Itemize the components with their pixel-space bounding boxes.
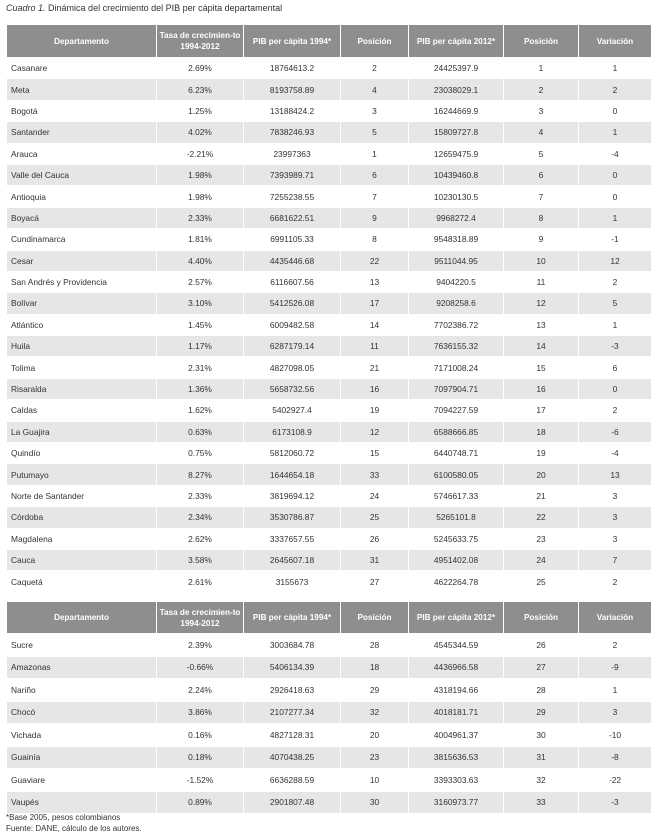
cell-posicion-2012: 1 <box>504 58 579 79</box>
cell-pib-2012: 7094227.59 <box>409 400 504 421</box>
cell-departamento: San Andrés y Providencia <box>7 271 157 292</box>
table-body-continued <box>7 634 652 814</box>
cell-tasa: 0.63% <box>157 421 244 442</box>
cell-pib-2012: 9548318.89 <box>409 229 504 250</box>
table-notes <box>6 812 142 834</box>
table-row <box>7 746 652 769</box>
cell-pib-2012: 12659475.9 <box>409 143 504 164</box>
table-row <box>7 421 652 442</box>
cell-variacion: 2 <box>579 271 652 292</box>
cell-pib-2012: 4436966.58 <box>409 656 504 679</box>
cell-variacion: 2 <box>579 571 652 592</box>
cell-posicion-1994: 7 <box>341 186 409 207</box>
header-departamento: Departamento <box>7 25 157 58</box>
cell-departamento: Bogotá <box>7 100 157 121</box>
table-row <box>7 186 652 207</box>
cell-tasa: 1.98% <box>157 186 244 207</box>
cell-posicion-1994: 13 <box>341 271 409 292</box>
cell-posicion-1994: 9 <box>341 207 409 228</box>
cell-departamento: Cauca <box>7 549 157 570</box>
table-row <box>7 656 652 679</box>
cell-tasa: 6.23% <box>157 79 244 100</box>
cell-departamento: Quindío <box>7 443 157 464</box>
cell-posicion-2012: 24 <box>504 549 579 570</box>
cell-tasa: 3.58% <box>157 549 244 570</box>
table-row <box>7 400 652 421</box>
cell-posicion-1994: 20 <box>341 724 409 747</box>
cell-tasa: 1.36% <box>157 378 244 399</box>
cell-posicion-1994: 25 <box>341 507 409 528</box>
cell-pib-2012: 9208258.6 <box>409 293 504 314</box>
cell-posicion-2012: 27 <box>504 656 579 679</box>
cell-pib-2012: 9968272.4 <box>409 207 504 228</box>
table-row <box>7 378 652 399</box>
cell-pib-2012: 9511044.95 <box>409 250 504 271</box>
table-row <box>7 229 652 250</box>
cell-variacion: 1 <box>579 679 652 702</box>
cell-pib-1994: 2107277.34 <box>244 701 341 724</box>
cell-posicion-1994: 16 <box>341 378 409 399</box>
table-row <box>7 271 652 292</box>
cell-variacion: 3 <box>579 701 652 724</box>
cell-departamento: Cundinamarca <box>7 229 157 250</box>
cell-variacion: -4 <box>579 443 652 464</box>
cell-pib-1994: 23997363 <box>244 143 341 164</box>
cell-posicion-1994: 27 <box>341 571 409 592</box>
cell-posicion-1994: 6 <box>341 164 409 185</box>
cell-pib-2012: 4951402.08 <box>409 549 504 570</box>
cell-posicion-2012: 6 <box>504 164 579 185</box>
cell-tasa: 1.81% <box>157 229 244 250</box>
cell-tasa: 4.02% <box>157 122 244 143</box>
cell-departamento: Magdalena <box>7 528 157 549</box>
cell-tasa: 2.39% <box>157 634 244 657</box>
table-body-main <box>7 58 652 593</box>
cell-posicion-2012: 26 <box>504 634 579 657</box>
cell-departamento: Valle del Cauca <box>7 164 157 185</box>
cell-variacion: 13 <box>579 464 652 485</box>
cell-variacion: 0 <box>579 164 652 185</box>
table-row <box>7 357 652 378</box>
header-variacion: Variación <box>579 25 652 58</box>
cell-tasa: 1.98% <box>157 164 244 185</box>
cell-pib-1994: 4827098.05 <box>244 357 341 378</box>
cell-posicion-1994: 14 <box>341 314 409 335</box>
cell-departamento: Norte de Santander <box>7 485 157 506</box>
cell-departamento: Chocó <box>7 701 157 724</box>
cell-tasa: -1.52% <box>157 769 244 792</box>
table-row <box>7 250 652 271</box>
cell-pib-2012: 5245633.75 <box>409 528 504 549</box>
cell-departamento: Guaviare <box>7 769 157 792</box>
cell-pib-2012: 6588666.85 <box>409 421 504 442</box>
cell-departamento: Tolima <box>7 357 157 378</box>
cell-pib-2012: 7171008.24 <box>409 357 504 378</box>
header-posicion-2012: Posición <box>504 25 579 58</box>
cell-tasa: -2.21% <box>157 143 244 164</box>
cell-posicion-1994: 2 <box>341 58 409 79</box>
table-row <box>7 464 652 485</box>
cell-tasa: 2.33% <box>157 485 244 506</box>
table-row <box>7 207 652 228</box>
cell-departamento: Huila <box>7 336 157 357</box>
cell-variacion: 0 <box>579 100 652 121</box>
cell-pib-2012: 3393303.63 <box>409 769 504 792</box>
cell-posicion-2012: 29 <box>504 701 579 724</box>
cell-pib-1994: 7838246.93 <box>244 122 341 143</box>
cell-pib-1994: 5406134.39 <box>244 656 341 679</box>
cell-departamento: Amazonas <box>7 656 157 679</box>
cell-pib-2012: 24425397.9 <box>409 58 504 79</box>
table-row <box>7 701 652 724</box>
cell-departamento: Vichada <box>7 724 157 747</box>
cell-pib-2012: 16244669.9 <box>409 100 504 121</box>
cell-posicion-2012: 14 <box>504 336 579 357</box>
cell-posicion-1994: 26 <box>341 528 409 549</box>
cell-posicion-1994: 12 <box>341 421 409 442</box>
cell-posicion-2012: 4 <box>504 122 579 143</box>
cell-pib-1994: 2926418.63 <box>244 679 341 702</box>
cell-departamento: Risaralda <box>7 378 157 399</box>
table-row <box>7 79 652 100</box>
cell-posicion-2012: 20 <box>504 464 579 485</box>
cell-tasa: 1.17% <box>157 336 244 357</box>
table-row <box>7 549 652 570</box>
cell-posicion-1994: 22 <box>341 250 409 271</box>
table-row <box>7 571 652 592</box>
table-row <box>7 143 652 164</box>
cell-pib-1994: 6681622.51 <box>244 207 341 228</box>
cell-pib-2012: 7636155.32 <box>409 336 504 357</box>
cell-posicion-1994: 15 <box>341 443 409 464</box>
cell-pib-1994: 4435446.68 <box>244 250 341 271</box>
table-row <box>7 443 652 464</box>
cell-tasa: 2.33% <box>157 207 244 228</box>
cell-posicion-1994: 30 <box>341 791 409 814</box>
cell-departamento: Meta <box>7 79 157 100</box>
cell-pib-2012: 6100580.05 <box>409 464 504 485</box>
cell-variacion: 1 <box>579 207 652 228</box>
cell-variacion: -9 <box>579 656 652 679</box>
cell-departamento: Santander <box>7 122 157 143</box>
cell-departamento: Casanare <box>7 58 157 79</box>
cell-pib-2012: 6440748.71 <box>409 443 504 464</box>
table-header-row <box>7 602 652 634</box>
cell-variacion: 3 <box>579 528 652 549</box>
cell-posicion-2012: 3 <box>504 100 579 121</box>
cell-tasa: 2.34% <box>157 507 244 528</box>
header-departamento: Departamento <box>7 602 157 634</box>
cell-pib-1994: 4827128.31 <box>244 724 341 747</box>
cell-pib-1994: 3337657.55 <box>244 528 341 549</box>
cell-variacion: -6 <box>579 421 652 442</box>
cell-posicion-2012: 28 <box>504 679 579 702</box>
cell-variacion: 1 <box>579 58 652 79</box>
cell-departamento: Bolívar <box>7 293 157 314</box>
cell-tasa: 2.24% <box>157 679 244 702</box>
cell-variacion: 6 <box>579 357 652 378</box>
cell-posicion-1994: 5 <box>341 122 409 143</box>
cell-departamento: Vaupés <box>7 791 157 814</box>
table-row <box>7 791 652 814</box>
header-posicion-1994: Posición <box>341 602 409 634</box>
cell-pib-2012: 10439460.8 <box>409 164 504 185</box>
cell-tasa: 1.62% <box>157 400 244 421</box>
cell-posicion-1994: 1 <box>341 143 409 164</box>
cell-posicion-1994: 4 <box>341 79 409 100</box>
cell-posicion-2012: 19 <box>504 443 579 464</box>
header-posicion-1994: Posición <box>341 25 409 58</box>
table-row <box>7 122 652 143</box>
cell-pib-1994: 6636288.59 <box>244 769 341 792</box>
cell-posicion-1994: 3 <box>341 100 409 121</box>
cell-tasa: 1.45% <box>157 314 244 335</box>
cell-posicion-1994: 19 <box>341 400 409 421</box>
cell-pib-2012: 10230130.5 <box>409 186 504 207</box>
cell-posicion-2012: 12 <box>504 293 579 314</box>
cell-posicion-1994: 21 <box>341 357 409 378</box>
cell-pib-1994: 8193758.89 <box>244 79 341 100</box>
table-row <box>7 336 652 357</box>
header-pib-2012: PIB per cápita 2012* <box>409 25 504 58</box>
cell-posicion-1994: 23 <box>341 746 409 769</box>
cell-posicion-2012: 7 <box>504 186 579 207</box>
cell-posicion-2012: 2 <box>504 79 579 100</box>
cell-tasa: 0.89% <box>157 791 244 814</box>
cell-posicion-2012: 21 <box>504 485 579 506</box>
cell-variacion: 1 <box>579 122 652 143</box>
cell-pib-1994: 6116607.56 <box>244 271 341 292</box>
table-row <box>7 100 652 121</box>
cell-variacion: 2 <box>579 400 652 421</box>
cell-posicion-2012: 30 <box>504 724 579 747</box>
cell-tasa: 8.27% <box>157 464 244 485</box>
cell-pib-2012: 7097904.71 <box>409 378 504 399</box>
cell-tasa: 2.69% <box>157 58 244 79</box>
cell-pib-1994: 3003684.78 <box>244 634 341 657</box>
cell-pib-1994: 3819694.12 <box>244 485 341 506</box>
cell-posicion-1994: 10 <box>341 769 409 792</box>
cell-pib-1994: 4070438.25 <box>244 746 341 769</box>
cell-pib-1994: 2645607.18 <box>244 549 341 570</box>
table-row <box>7 679 652 702</box>
header-posicion-2012: Posición <box>504 602 579 634</box>
cell-posicion-1994: 32 <box>341 701 409 724</box>
cell-pib-1994: 2901807.48 <box>244 791 341 814</box>
cell-variacion: 2 <box>579 634 652 657</box>
cell-pib-2012: 4545344.59 <box>409 634 504 657</box>
cell-tasa: 0.18% <box>157 746 244 769</box>
cell-departamento: Atlántico <box>7 314 157 335</box>
cell-posicion-2012: 23 <box>504 528 579 549</box>
cell-tasa: 1.25% <box>157 100 244 121</box>
cell-departamento: Córdoba <box>7 507 157 528</box>
cell-pib-2012: 3160973.77 <box>409 791 504 814</box>
cell-variacion: 12 <box>579 250 652 271</box>
cell-posicion-1994: 11 <box>341 336 409 357</box>
cell-posicion-1994: 31 <box>341 549 409 570</box>
cell-tasa: 2.62% <box>157 528 244 549</box>
cell-pib-2012: 4622264.78 <box>409 571 504 592</box>
cell-departamento: Nariño <box>7 679 157 702</box>
cell-pib-2012: 15809727.8 <box>409 122 504 143</box>
cell-tasa: 0.16% <box>157 724 244 747</box>
cell-variacion: 0 <box>579 378 652 399</box>
table-row <box>7 314 652 335</box>
cell-departamento: Sucre <box>7 634 157 657</box>
cell-posicion-2012: 18 <box>504 421 579 442</box>
header-pib-1994: PIB per cápita 1994* <box>244 602 341 634</box>
cell-variacion: -4 <box>579 143 652 164</box>
cell-pib-1994: 13188424.2 <box>244 100 341 121</box>
note-base: *Base 2005, pesos colombianos <box>6 813 121 822</box>
cell-tasa: 2.57% <box>157 271 244 292</box>
cell-pib-1994: 5412526.08 <box>244 293 341 314</box>
cell-posicion-1994: 24 <box>341 485 409 506</box>
cell-departamento: Caldas <box>7 400 157 421</box>
cell-posicion-1994: 29 <box>341 679 409 702</box>
cell-pib-1994: 1644654.18 <box>244 464 341 485</box>
cell-pib-1994: 6009482.58 <box>244 314 341 335</box>
cell-posicion-2012: 31 <box>504 746 579 769</box>
cell-pib-1994: 18764613.2 <box>244 58 341 79</box>
cell-variacion: 2 <box>579 79 652 100</box>
header-pib-2012: PIB per cápita 2012* <box>409 602 504 634</box>
cell-tasa: 0.75% <box>157 443 244 464</box>
cell-tasa: 3.86% <box>157 701 244 724</box>
cell-departamento: Boyacá <box>7 207 157 228</box>
cell-pib-2012: 5746617.33 <box>409 485 504 506</box>
cell-variacion: 3 <box>579 485 652 506</box>
cell-pib-1994: 3155673 <box>244 571 341 592</box>
cell-tasa: 3.10% <box>157 293 244 314</box>
cell-tasa: -0.66% <box>157 656 244 679</box>
cell-departamento: Cesar <box>7 250 157 271</box>
note-source: Fuente: DANE, cálculo de los autores. <box>6 824 142 833</box>
cell-posicion-1994: 33 <box>341 464 409 485</box>
cell-variacion: 0 <box>579 186 652 207</box>
header-tasa: Tasa de crecimien-to 1994-2012 <box>157 602 244 634</box>
caption-title: Dinámica del crecimiento del PIB per cápita departamental <box>48 3 283 13</box>
table-row <box>7 507 652 528</box>
table-row <box>7 485 652 506</box>
cell-pib-2012: 4004961.37 <box>409 724 504 747</box>
cell-posicion-2012: 32 <box>504 769 579 792</box>
cell-pib-1994: 5658732.56 <box>244 378 341 399</box>
cell-departamento: Putumayo <box>7 464 157 485</box>
cell-tasa: 4.40% <box>157 250 244 271</box>
cell-pib-2012: 3815636.53 <box>409 746 504 769</box>
cell-pib-2012: 9404220.5 <box>409 271 504 292</box>
table-row <box>7 769 652 792</box>
cell-posicion-1994: 17 <box>341 293 409 314</box>
header-pib-1994: PIB per cápita 1994* <box>244 25 341 58</box>
cell-pib-1994: 6991105.33 <box>244 229 341 250</box>
cell-variacion: 1 <box>579 314 652 335</box>
cell-posicion-2012: 16 <box>504 378 579 399</box>
cell-variacion: -3 <box>579 336 652 357</box>
cell-pib-2012: 5265101.8 <box>409 507 504 528</box>
cell-variacion: -10 <box>579 724 652 747</box>
cell-variacion: 5 <box>579 293 652 314</box>
cell-posicion-2012: 8 <box>504 207 579 228</box>
cell-pib-2012: 23038029.1 <box>409 79 504 100</box>
cell-departamento: La Guajira <box>7 421 157 442</box>
header-tasa: Tasa de crecimien-to 1994-2012 <box>157 25 244 58</box>
table-row <box>7 58 652 79</box>
cell-posicion-2012: 9 <box>504 229 579 250</box>
cell-tasa: 2.61% <box>157 571 244 592</box>
cell-posicion-1994: 28 <box>341 634 409 657</box>
cell-variacion: -3 <box>579 791 652 814</box>
cell-posicion-1994: 18 <box>341 656 409 679</box>
cell-posicion-2012: 33 <box>504 791 579 814</box>
cell-posicion-1994: 8 <box>341 229 409 250</box>
cell-pib-2012: 7702386.72 <box>409 314 504 335</box>
table-row <box>7 528 652 549</box>
cell-departamento: Antioquia <box>7 186 157 207</box>
cell-posicion-2012: 17 <box>504 400 579 421</box>
cell-pib-1994: 7393989.71 <box>244 164 341 185</box>
cell-posicion-2012: 25 <box>504 571 579 592</box>
cell-pib-1994: 7255238.55 <box>244 186 341 207</box>
cell-pib-1994: 6287179.14 <box>244 336 341 357</box>
gdp-table-main <box>6 24 652 593</box>
cell-departamento: Arauca <box>7 143 157 164</box>
header-variacion: Variación <box>579 602 652 634</box>
table-row <box>7 634 652 657</box>
table-header-row <box>7 25 652 58</box>
cell-variacion: 3 <box>579 507 652 528</box>
cell-pib-1994: 3530786.87 <box>244 507 341 528</box>
table-row <box>7 164 652 185</box>
cell-variacion: 7 <box>579 549 652 570</box>
cell-variacion: -8 <box>579 746 652 769</box>
cell-posicion-2012: 5 <box>504 143 579 164</box>
cell-posicion-2012: 10 <box>504 250 579 271</box>
cell-posicion-2012: 15 <box>504 357 579 378</box>
gdp-table-continued <box>6 601 652 814</box>
cell-posicion-2012: 22 <box>504 507 579 528</box>
cell-tasa: 2.31% <box>157 357 244 378</box>
cell-departamento: Caquetá <box>7 571 157 592</box>
table-row <box>7 293 652 314</box>
cell-posicion-2012: 11 <box>504 271 579 292</box>
cell-pib-2012: 4318194.66 <box>409 679 504 702</box>
cell-variacion: -1 <box>579 229 652 250</box>
cell-departamento: Guainía <box>7 746 157 769</box>
cell-pib-1994: 6173108.9 <box>244 421 341 442</box>
table-caption <box>6 3 282 13</box>
cell-posicion-2012: 13 <box>504 314 579 335</box>
caption-prefix: Cuadro 1. <box>6 3 46 13</box>
cell-variacion: -22 <box>579 769 652 792</box>
cell-pib-2012: 4018181.71 <box>409 701 504 724</box>
cell-pib-1994: 5402927.4 <box>244 400 341 421</box>
cell-pib-1994: 5812060.72 <box>244 443 341 464</box>
table-row <box>7 724 652 747</box>
